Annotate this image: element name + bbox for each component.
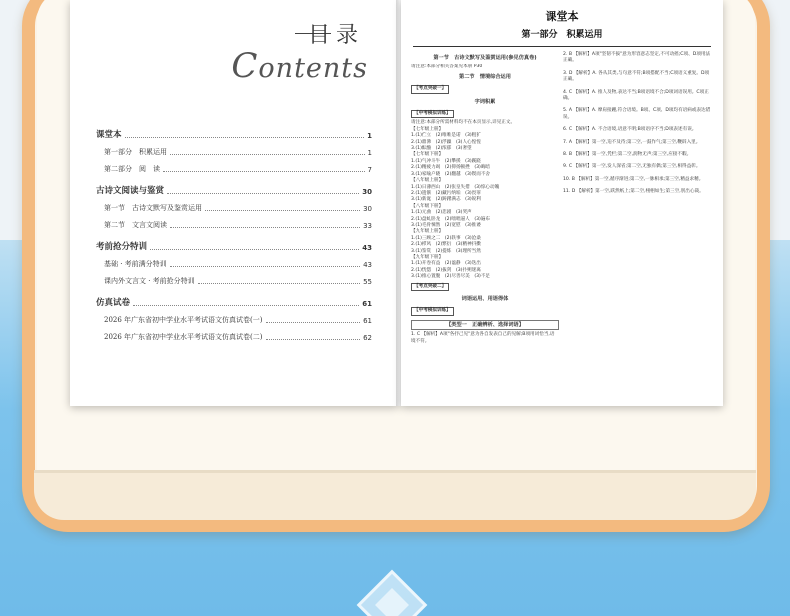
section-note: 请注意:本部分相关答案见本册 P30 — [411, 64, 483, 70]
shelf-edge — [34, 470, 756, 473]
toc-entry — [96, 140, 372, 157]
toc-page-number: 61 — [362, 300, 372, 308]
answer-line: 3.(1)家喻户晓 (2)翻越 (3)锲而不舍 — [411, 171, 491, 177]
answer-line: 【九年级上册】 — [411, 229, 444, 235]
page-subtitle: 第一部分 积累运用 — [521, 30, 603, 40]
toc-section — [96, 123, 372, 140]
answer-line: 1.(1)三顾之二 (2)轶事 (3)沧桑 — [411, 235, 481, 241]
topic-heading: 字词积累 — [474, 98, 496, 105]
toc-leader-dots — [205, 210, 360, 211]
answer-paragraph: 7. A 【解析】第一空,迫不及待;第二空,一鼓作气;第三空,鞭辟入里。 — [563, 139, 701, 145]
toc-page-number: 30 — [362, 188, 372, 196]
answer-paragraph: 5. A 【解析】A. 摩肩接踵,符合语境。B项、C项、D项均有语病或表达错误。 — [563, 108, 711, 120]
toc-page-number: 55 — [363, 278, 372, 286]
toc-entry — [96, 325, 372, 342]
answer-column-left — [411, 52, 559, 345]
toc-section — [96, 235, 372, 252]
contents-title-cn: 目录 — [307, 23, 364, 48]
toc-leader-dots — [133, 305, 359, 306]
answer-paragraph: 4. C 【解析】A. 推人及物,表达不当;B项语境不合;D项词语误用。C项正确。 — [563, 89, 709, 102]
topic-tag-2: 【考点突破二】 — [411, 283, 449, 291]
answer-line: 1.(1)元曲 (2)悲剧 (3)哭声 — [411, 210, 472, 216]
answer-line: 1.(1)日薄西山 (2)张皇失措 (3)惊心动魄 — [411, 184, 500, 190]
answer-line: 1.(1)伫立 (2)唯唯是诺 (3)粗犷 — [411, 133, 481, 139]
table-of-contents — [96, 118, 372, 342]
toc-leader-dots — [170, 154, 365, 155]
toc-entry — [96, 269, 372, 286]
answer-line: 【七年级上册】 — [411, 126, 444, 132]
answer-line: 1.(1)开卷有益 (2)谧静 (3)迭出 — [411, 261, 481, 267]
answer-line: 2.(1)精疲力竭 (2)抑扬顿挫 (3)晦暗 — [411, 165, 491, 171]
answer-line: 3.(1)毛骨悚然 (2)宽慰 (3)推诿 — [411, 222, 481, 228]
answer-line: 【七年级下册】 — [411, 152, 444, 158]
contents-header — [70, 0, 398, 100]
toc-page-number: 30 — [363, 205, 372, 213]
answer-paragraph: 11. D 【解析】第一空,跃然纸上;第二空,栩栩如生;第三空,别出心裁。 — [563, 189, 704, 195]
toc-page-number: 33 — [363, 222, 372, 230]
subsection-heading: 第二节 情境综合运用 — [459, 73, 511, 80]
contents-title-en: Contents — [231, 46, 368, 86]
toc-page-number: 7 — [367, 166, 372, 174]
toc-label: 课内外文言文 · 考前抢分特训 — [104, 277, 195, 285]
toc-entry — [96, 196, 372, 213]
toc-entry — [96, 157, 372, 174]
toc-leader-dots — [150, 249, 359, 250]
left-page-contents — [70, 0, 398, 406]
answer-line: 【九年级下册】 — [411, 254, 444, 260]
answer-line: 1.(1)气冲斗牛 (2)攀援 (3)蹊跷 — [411, 158, 481, 164]
toc-leader-dots — [266, 322, 361, 323]
toc-section — [96, 291, 372, 308]
toc-entry — [96, 252, 372, 269]
answer-line: 3.(1)鉴赏 (2)提炼 (3)理所当然 — [411, 248, 481, 254]
answer-line: 【八年级上册】 — [411, 178, 444, 184]
toc-label: 第二部分 阅 读 — [104, 165, 160, 173]
type-box: 【类型一 正确辨析、选择词语】 — [411, 320, 559, 330]
toc-label: 第一部分 积累运用 — [104, 148, 167, 156]
toc-leader-dots — [170, 227, 360, 228]
toc-page-number: 1 — [367, 132, 372, 140]
toc-label: 基础 · 考前满分特训 — [104, 260, 167, 268]
toc-page-number: 61 — [363, 317, 372, 325]
toc-page-number: 43 — [362, 244, 372, 252]
toc-entry — [96, 213, 372, 230]
answer-column-right — [563, 52, 711, 202]
toc-label: 第一节 古诗文默写及鉴赏运用 — [104, 204, 202, 212]
toc-leader-dots — [163, 171, 365, 172]
toc-label: 第二节 文言文阅读 — [104, 221, 167, 229]
toc-page-number: 62 — [363, 334, 372, 342]
answer-line: 请注意:本部分所需材料均不在本页显示,详见正文。 — [411, 120, 516, 126]
answer-line: 3.(1)酝酿 (2)浓郁 (3)奢望 — [411, 146, 472, 152]
toc-label: 2026 年广东省初中学业水平考试语文仿真试卷(一) — [104, 316, 263, 324]
answer-paragraph: 3. D 【解析】A. 各从其类,与句意不符;B项搭配不当;C项语义重复。D项正确。 — [563, 70, 710, 83]
answer-paragraph: 10. B 【解析】第一空,循序渐进;第二空,一脉相承;第三空,精益求精。 — [563, 176, 704, 182]
subtitle-rule — [413, 46, 711, 47]
answer-line: 2.(1)遗骸 (2)藏污纳垢 (3)畏罪 — [411, 190, 481, 196]
toc-label: 2026 年广东省初中学业水平考试语文仿真试卷(二) — [104, 333, 263, 341]
toc-leader-dots — [198, 283, 360, 284]
toc-leader-dots — [167, 193, 359, 194]
toc-label: 考前抢分特训 — [96, 242, 148, 252]
page-title: 课堂本 — [545, 10, 579, 23]
right-page-answers — [401, 0, 723, 406]
answer-paragraph: 9. C 【解析】第一空,发人深省;第二空,无独有偶;第三空,相得益彰。 — [563, 164, 701, 170]
toc-entry — [96, 308, 372, 325]
answer-line: 2.(1)鼎沸 (2)浮躁 (3)人心惶惶 — [411, 139, 481, 145]
answer-paragraph: 8. B 【解析】第一空,凭栏;第二空,润物无声;第三空,应接不暇。 — [563, 152, 692, 158]
answer-paragraph: 2. B 【解析】A项"坚韧不拔"意为形容意志坚定,不可动摇;C项、D项用法正确。 — [563, 52, 711, 64]
toc-label: 仿真试卷 — [96, 298, 131, 308]
toc-page-number: 43 — [363, 261, 372, 269]
toc-leader-dots — [266, 339, 361, 340]
toc-page-number: 1 — [367, 149, 372, 157]
toc-label: 课堂本 — [96, 130, 122, 140]
answer-line: 3.(1)新诞 (2)踌躇满志 (3)锐利 — [411, 197, 481, 203]
answer-line: 2.(1)盘虬卧龙 (2)咄咄逼人 (3)遍布 — [411, 216, 491, 222]
training-tag: 【中考模拟训练】 — [411, 110, 454, 118]
answer-line: 2.(1)栉风 (2)繁衍 (3)精神抖擞 — [411, 242, 481, 248]
toc-leader-dots — [170, 266, 360, 267]
training-tag-2: 【中考模拟训练】 — [411, 307, 454, 315]
answer-line: 3.(1)推心置腹 (2)尽善尽美 (3)不足 — [411, 274, 491, 280]
answer-item: 1. C 【解析】A项"各抒己见"意为各自发表自己的见解;B项用词恰当,语境不符。 — [411, 332, 555, 344]
answer-lines-left — [411, 120, 559, 280]
toc-label: 古诗文阅读与鉴赏 — [96, 186, 165, 196]
toc-section — [96, 179, 372, 196]
topic-tag: 【考点突破一】 — [411, 85, 449, 93]
answer-line: 【八年级下册】 — [411, 203, 444, 209]
answer-paragraph: 6. C 【解析】A. 不合语境,语意不明;B项语序不当;D项表述有误。 — [563, 127, 697, 133]
display-shelf — [34, 470, 756, 520]
section-heading: 第一节 古诗文默写及鉴赏运用(参见仿真卷) — [433, 55, 537, 61]
answer-line: 2.(1)恍惚 (2)拔剑 (3)扑朔迷离 — [411, 267, 481, 273]
topic-heading-2: 词语运用、用语得体 — [461, 296, 509, 302]
toc-leader-dots — [125, 137, 365, 138]
